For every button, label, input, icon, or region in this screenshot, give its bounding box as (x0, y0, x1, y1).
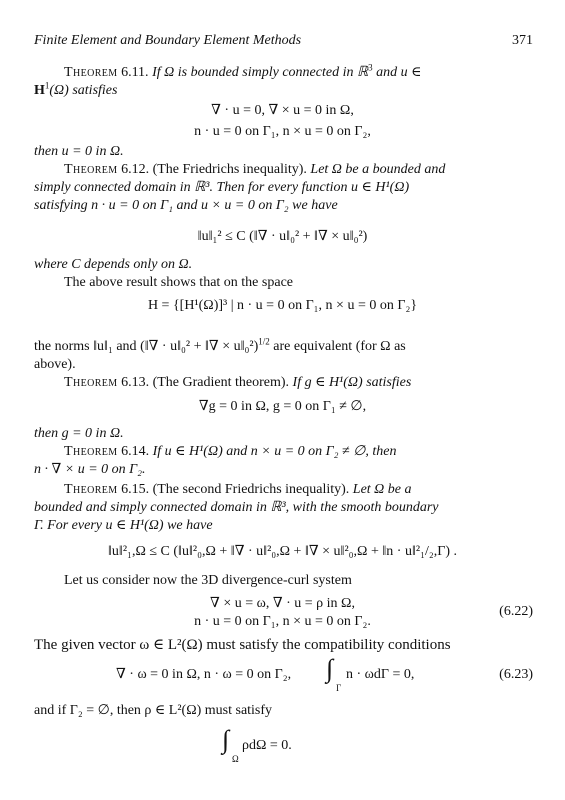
theorem-6-11-conclusion: then u = 0 in Ω. (34, 144, 124, 159)
theorem-6-11-eq1: ∇ · u = 0, ∇ × u = 0 in Ω, (211, 103, 354, 118)
compatibility-intro: The given vector ω ∈ L²(Ω) must satisfy the compatibility conditions (34, 637, 451, 653)
theorem-6-12-line2: simply connected domain in ℝ³. Then for every function u ∈ H¹(Ω) (34, 180, 410, 195)
theorem-6-13-conclusion: then g = 0 in Ω. (34, 426, 124, 441)
equation-number-6-23: (6.23) (499, 667, 533, 682)
rho-condition-intro: and if Γ₂ = ∅, then ρ ∈ L²(Ω) must satisfy (34, 703, 273, 718)
theorem-6-11-line2: $H^1(\Omega)$ satisfies (34, 80, 118, 98)
page-number: 371 (512, 33, 533, 48)
theorem-6-13-heading: Theorem 6.13. (The Gradient theorem). If g ∈ H¹(Ω) satisfies (64, 375, 412, 390)
space-definition: H = {[H¹(Ω)]³ | n · u = 0 on Γ₁, n × u = 0 on Γ₂} (147, 298, 418, 313)
theorem-6-14-line2: n · ∇ × u = 0 on Γ₂. (34, 462, 146, 477)
theorem-6-12-heading: Theorem 6.12. (The Friedrichs inequality). Let Ω be a bounded and (64, 162, 446, 177)
theorem-6-12-line3: satisfying n · u = 0 on Γ₁ and u × u = 0 on Γ₂ we have (34, 198, 338, 213)
norms-equivalence-line: the norms ‖u‖₁ and (‖∇ · u‖₀² + ‖∇ × u‖₀²)$^{1/2}$ are equivalent (for Ω as (34, 336, 406, 354)
theorem-6-14-heading: Theorem 6.14. If u ∈ H¹(Ω) and n × u = 0 on Γ₂ ≠ ∅, then (64, 444, 397, 459)
system-eq1: ∇ × u = ω, ∇ · u = ρ in Ω, (210, 596, 355, 611)
system-eq2: n · u = 0 on Γ₁, n × u = 0 on Γ₂. (194, 614, 371, 629)
theorem-6-11-heading: Theorem 6.11. If Ω is bounded simply connected in ℝ$^3$ and u ∈ (64, 62, 422, 80)
theorem-6-12-where: where C depends only on Ω. (34, 257, 193, 272)
above-result-text: The above result shows that on the space (64, 275, 293, 290)
system-intro: Let us consider now the 3D divergence-curl system (64, 573, 352, 588)
volume-integral-sign: ∫ (222, 725, 230, 754)
running-title: Finite Element and Boundary Element Methods (34, 33, 302, 48)
surface-integral-sign: ∫ (326, 654, 334, 683)
second-friedrichs-inequality: ‖u‖²₁,Ω ≤ C (‖u‖²₀,Ω + ‖∇ · u‖²₀,Ω + ‖∇ × u‖²₀,Ω + ‖n · u‖²₁/₂,Γ) . (108, 544, 457, 559)
theorem-6-15-line3: Γ. For every u ∈ H¹(Ω) we have (34, 518, 213, 533)
theorem-6-11-eq2: n · u = 0 on Γ₁, n × u = 0 on Γ₂, (194, 124, 371, 139)
gradient-theorem-eq: ∇g = 0 in Ω, g = 0 on Γ₁ ≠ ∅, (198, 399, 367, 414)
theorem-6-15-heading: Theorem 6.15. (The second Friedrichs inequality). Let Ω be a (64, 482, 412, 497)
friedrichs-inequality: ‖u‖₁² ≤ C (‖∇ · u‖₀² + ‖∇ × u‖₀²) (197, 229, 368, 244)
page: Finite Element and Boundary Element Methods 371 Theorem 6.11. If Ω is bounded simply connected in ℝ$^3$ and u ∈ $H^1(\Omega)$ satisfies ∇ · u = 0, ∇ × u = 0 in Ω, n · u = 0 on Γ₁, n × u = 0 on Γ₂, then u = 0 in Ω. Theorem 6.12. (The Friedrichs inequality). Let Ω be a bounded and simply connected domain in ℝ³. Then for every function u ∈ H¹(Ω) satisfying n · u = 0 on Γ₁ and u × u = 0 on Γ₂ we have ‖u‖₁² ≤ C (‖∇ · u‖₀² + ‖∇ × u‖₀²) where C depends only on Ω. The above result shows that on the space H = {[H¹(Ω)]³ | n · u = 0 on Γ₁, n × u = 0 on Γ₂} the norms ‖u‖₁ and (‖∇ · u‖₀² + ‖∇ × u‖₀²)$^{1/2}$ are equivalent (for Ω as above). Theorem 6.13. (The Gradient theorem). If g ∈ H¹(Ω) satisfies ∇g = 0 in Ω, g = 0 on Γ₁ ≠ ∅, then g = 0 in Ω. Theorem 6.14. If u ∈ H¹(Ω) and n × u = 0 on Γ₂ ≠ ∅, then n · ∇ × u = 0 on Γ₂. Theorem 6.15. (The second Friedrichs inequality). Let Ω be a bounded and simply connected domain in ℝ³, with the smooth boundary Γ. For every u ∈ H¹(Ω) we have ‖u‖²₁,Ω ≤ C (‖u‖²₀,Ω + ‖∇ · u‖²₀,Ω + ‖∇ × u‖²₀,Ω + ‖n · u‖²₁/₂,Γ) . Let us consider now the 3D divergence-curl system ∇ × u = ω, ∇ · u = ρ in Ω, n · u = 0 on Γ₁, n × u = 0 on Γ₂. (6.22) The given vector ω ∈ L²(Ω) must satisfy the compatibility conditions ∇ · ω = 0 in Ω, n · ω = 0 on Γ₂, ∫ Γ n · ωdΓ = 0, (6.23) and if Γ₂ = ∅, then ρ ∈ L²(Ω) must satisfy ∫ Ω ρdΩ = 0. (0, 0, 565, 800)
norms-equivalence-end: above). (34, 357, 76, 372)
theorem-6-15-line2: bounded and simply connected domain in ℝ³, with the smooth boundary (34, 500, 439, 515)
